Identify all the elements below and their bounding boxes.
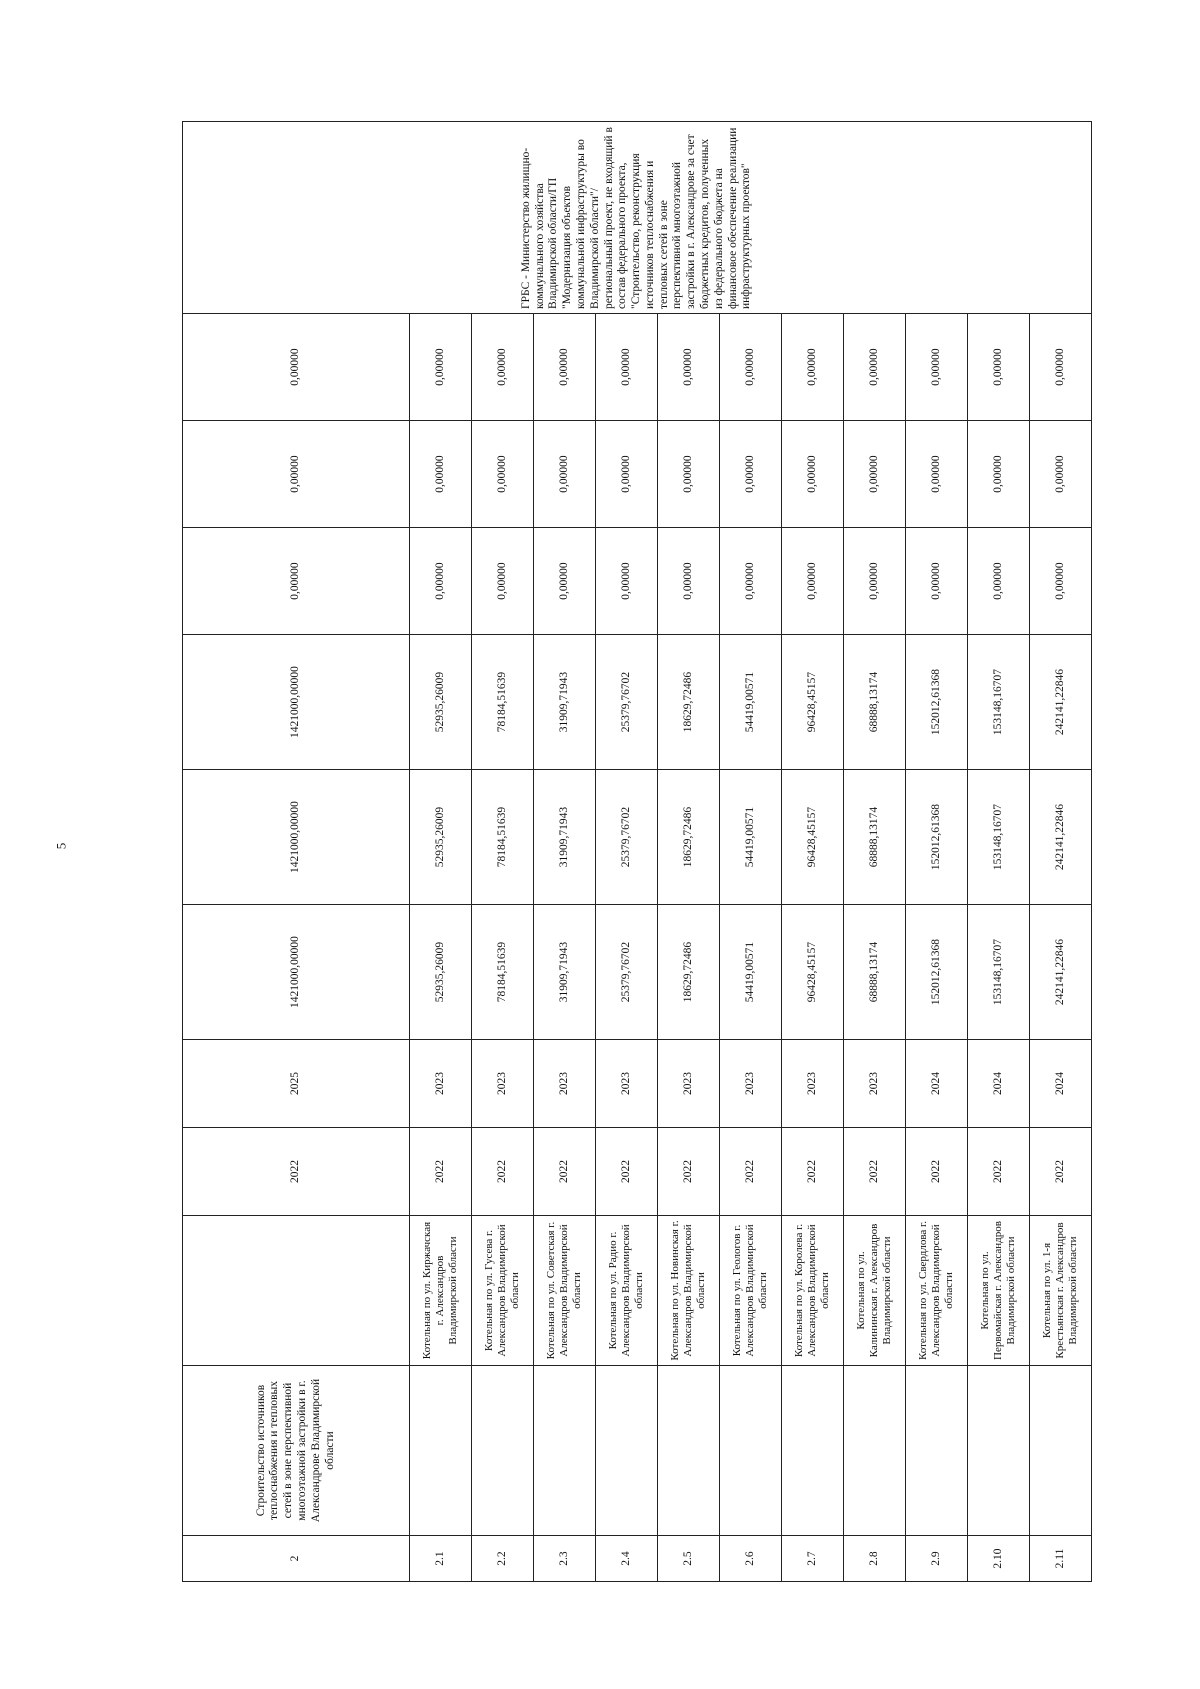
subrow-empty-cell: [596, 1366, 658, 1536]
subrow-col6: 0,00000: [906, 528, 968, 635]
subrow-empty-cell: [720, 1366, 782, 1536]
subrow-col7: 0,00000: [782, 421, 844, 528]
table-row: [410, 122, 472, 1582]
subrow-empty-cell: [968, 1366, 1030, 1536]
subrow-object-name: Котельная по ул. Калининская г. Александров Владимирской области: [844, 1216, 906, 1366]
subrow-budget: 78184,51639: [472, 635, 534, 770]
main-row-total: 1421000,00000: [183, 905, 410, 1040]
subrow-total: 52935,26009: [410, 905, 472, 1040]
table-row: [472, 122, 534, 1582]
subrow-col7: 0,00000: [410, 421, 472, 528]
table-row: [844, 122, 906, 1582]
subrow-col6: 0,00000: [782, 528, 844, 635]
table-row: [968, 122, 1030, 1582]
subrow-col8: 0,00000: [410, 314, 472, 421]
subrow-object-name: Котельная по ул. Королева г. Александров Владимирской области: [782, 1216, 844, 1366]
subrow-col6: 0,00000: [658, 528, 720, 635]
subrow-year-end: 2024: [968, 1040, 1030, 1128]
table-row: [596, 122, 658, 1582]
grbs-description: ГРБС - Министерство жилищно-коммунального хозяйства Владимирской области/ГП "Модернизация объектов коммунальной инфраструктуры во Владимирской области"/региональный проект, не входящий в состав федерального проекта, "Строительство, реконструкция источников теплоснабжения и тепловых сетей в зоне перспективной многоэтажной застройки в г. Александрове за счет бюджетных кредитов, полученных из федерального бюджета на финансовое обеспечение реализации инфраструктурных проектов": [183, 122, 1092, 314]
subrow-col7: 0,00000: [596, 421, 658, 528]
table-body: [183, 122, 1092, 1582]
main-row-year-start: 2022: [183, 1128, 410, 1216]
subrow-budget: 54419,00571: [720, 635, 782, 770]
subrow-budget: 18629,72486: [658, 635, 720, 770]
subrow-year-end: 2023: [782, 1040, 844, 1128]
subrow-col6: 0,00000: [534, 528, 596, 635]
subrow-total: 68888,13174: [844, 905, 906, 1040]
subrow-total: 242141,22846: [1030, 905, 1092, 1040]
financing-table: [182, 121, 1092, 1582]
subrow-col7: 0,00000: [472, 421, 534, 528]
subrow-col6: 0,00000: [596, 528, 658, 635]
subrow-col6: 0,00000: [472, 528, 534, 635]
subrow-year-end: 2024: [906, 1040, 968, 1128]
subrow-number: 2.2: [472, 1536, 534, 1582]
subrow-federal: 25379,76702: [596, 770, 658, 905]
subrow-object-name: Котельная по ул. Геологов г. Александров Владимирской области: [720, 1216, 782, 1366]
subrow-col7: 0,00000: [1030, 421, 1092, 528]
subrow-year-start: 2022: [844, 1128, 906, 1216]
subrow-total: 152012,61368: [906, 905, 968, 1040]
subrow-budget: 153148,16707: [968, 635, 1030, 770]
subrow-federal: 96428,45157: [782, 770, 844, 905]
subrow-federal: 18629,72486: [658, 770, 720, 905]
subrow-total: 96428,45157: [782, 905, 844, 1040]
subrow-number: 2.3: [534, 1536, 596, 1582]
subrow-col7: 0,00000: [968, 421, 1030, 528]
main-row-empty-cell: [183, 1216, 410, 1366]
subrow-col6: 0,00000: [844, 528, 906, 635]
subrow-col7: 0,00000: [844, 421, 906, 528]
subrow-year-end: 2024: [1030, 1040, 1092, 1128]
subrow-empty-cell: [906, 1366, 968, 1536]
subrow-total: 25379,76702: [596, 905, 658, 1040]
main-row-col6: 0,00000: [183, 528, 410, 635]
subrow-col8: 0,00000: [1030, 314, 1092, 421]
subrow-col6: 0,00000: [720, 528, 782, 635]
subrow-total: 54419,00571: [720, 905, 782, 1040]
subrow-number: 2.1: [410, 1536, 472, 1582]
table-row: [782, 122, 844, 1582]
subrow-object-name: Котельная по ул. Новинская г. Александров Владимирской области: [658, 1216, 720, 1366]
subrow-total: 18629,72486: [658, 905, 720, 1040]
subrow-total: 153148,16707: [968, 905, 1030, 1040]
table-row: [906, 122, 968, 1582]
page-number: 5: [53, 842, 69, 850]
subrow-object-name: Котельная по ул. Киржачская г. Александров Владимирской области: [410, 1216, 472, 1366]
subrow-year-start: 2022: [782, 1128, 844, 1216]
subrow-year-start: 2022: [658, 1128, 720, 1216]
subrow-year-end: 2023: [720, 1040, 782, 1128]
main-row-budget: 1421000,00000: [183, 635, 410, 770]
subrow-year-end: 2023: [844, 1040, 906, 1128]
subrow-col6: 0,00000: [1030, 528, 1092, 635]
main-row-federal: 1421000,00000: [183, 770, 410, 905]
subrow-col8: 0,00000: [472, 314, 534, 421]
subrow-federal: 153148,16707: [968, 770, 1030, 905]
main-row-year-end: 2025: [183, 1040, 410, 1128]
subrow-object-name: Котельная по ул. Советская г. Александров Владимирской области: [534, 1216, 596, 1366]
subrow-budget: 31909,71943: [534, 635, 596, 770]
subrow-object-name: Котельная по ул. Первомайская г. Александров Владимирской области: [968, 1216, 1030, 1366]
subrow-col6: 0,00000: [410, 528, 472, 635]
subrow-col7: 0,00000: [906, 421, 968, 528]
subrow-year-start: 2022: [720, 1128, 782, 1216]
table-row: [658, 122, 720, 1582]
subrow-col8: 0,00000: [844, 314, 906, 421]
subrow-federal: 242141,22846: [1030, 770, 1092, 905]
subrow-empty-cell: [1030, 1366, 1092, 1536]
rotated-table-wrapper: [182, 122, 1080, 1582]
table-row: [1030, 122, 1092, 1582]
subrow-budget: 52935,26009: [410, 635, 472, 770]
subrow-number: 2.7: [782, 1536, 844, 1582]
subrow-year-start: 2022: [906, 1128, 968, 1216]
subrow-year-start: 2022: [1030, 1128, 1092, 1216]
subrow-federal: 152012,61368: [906, 770, 968, 905]
subrow-year-end: 2023: [472, 1040, 534, 1128]
subrow-total: 31909,71943: [534, 905, 596, 1040]
subrow-empty-cell: [534, 1366, 596, 1536]
subrow-year-start: 2022: [968, 1128, 1030, 1216]
subrow-empty-cell: [844, 1366, 906, 1536]
subrow-budget: 96428,45157: [782, 635, 844, 770]
subrow-col8: 0,00000: [534, 314, 596, 421]
main-row-col7: 0,00000: [183, 421, 410, 528]
subrow-budget: 25379,76702: [596, 635, 658, 770]
subrow-number: 2.11: [1030, 1536, 1092, 1582]
subrow-number: 2.6: [720, 1536, 782, 1582]
main-row-number: 2: [183, 1536, 410, 1582]
subrow-col8: 0,00000: [720, 314, 782, 421]
subrow-number: 2.10: [968, 1536, 1030, 1582]
subrow-federal: 31909,71943: [534, 770, 596, 905]
subrow-federal: 68888,13174: [844, 770, 906, 905]
subrow-federal: 78184,51639: [472, 770, 534, 905]
subrow-year-start: 2022: [534, 1128, 596, 1216]
subrow-number: 2.4: [596, 1536, 658, 1582]
subrow-total: 78184,51639: [472, 905, 534, 1040]
subrow-col8: 0,00000: [596, 314, 658, 421]
subrow-object-name: Котельная по ул. Радио г. Александров Владимирской области: [596, 1216, 658, 1366]
main-row-col8: 0,00000: [183, 314, 410, 421]
subrow-col7: 0,00000: [534, 421, 596, 528]
subrow-object-name: Котельная по ул. Свердлова г. Александров Владимирской области: [906, 1216, 968, 1366]
subrow-number: 2.8: [844, 1536, 906, 1582]
subrow-year-start: 2022: [472, 1128, 534, 1216]
subrow-year-start: 2022: [596, 1128, 658, 1216]
main-row: [183, 122, 410, 1582]
subrow-federal: 54419,00571: [720, 770, 782, 905]
subrow-budget: 152012,61368: [906, 635, 968, 770]
main-row-description: Строительство источников теплоснабжения и тепловых сетей в зоне перспективной многоэтажной застройки в г. Александрове Владимирской области: [183, 1366, 410, 1536]
subrow-year-end: 2023: [596, 1040, 658, 1128]
subrow-col7: 0,00000: [720, 421, 782, 528]
subrow-col8: 0,00000: [658, 314, 720, 421]
table-row: [534, 122, 596, 1582]
subrow-empty-cell: [782, 1366, 844, 1536]
subrow-col6: 0,00000: [968, 528, 1030, 635]
subrow-year-end: 2023: [658, 1040, 720, 1128]
subrow-empty-cell: [472, 1366, 534, 1536]
subrow-year-end: 2023: [534, 1040, 596, 1128]
subrow-col8: 0,00000: [968, 314, 1030, 421]
table-row: [720, 122, 782, 1582]
subrow-empty-cell: [658, 1366, 720, 1536]
subrow-year-start: 2022: [410, 1128, 472, 1216]
subrow-budget: 68888,13174: [844, 635, 906, 770]
subrow-col8: 0,00000: [906, 314, 968, 421]
subrow-col8: 0,00000: [782, 314, 844, 421]
subrow-empty-cell: [410, 1366, 472, 1536]
subrow-year-end: 2023: [410, 1040, 472, 1128]
subrow-col7: 0,00000: [658, 421, 720, 528]
subrow-federal: 52935,26009: [410, 770, 472, 905]
subrow-number: 2.5: [658, 1536, 720, 1582]
subrow-object-name: Котельная по ул. Гусева г. Александров Владимирской области: [472, 1216, 534, 1366]
subrow-object-name: Котельная по ул. 1-я Крестьянская г. Александров Владимирской области: [1030, 1216, 1092, 1366]
subrow-number: 2.9: [906, 1536, 968, 1582]
subrow-budget: 242141,22846: [1030, 635, 1092, 770]
